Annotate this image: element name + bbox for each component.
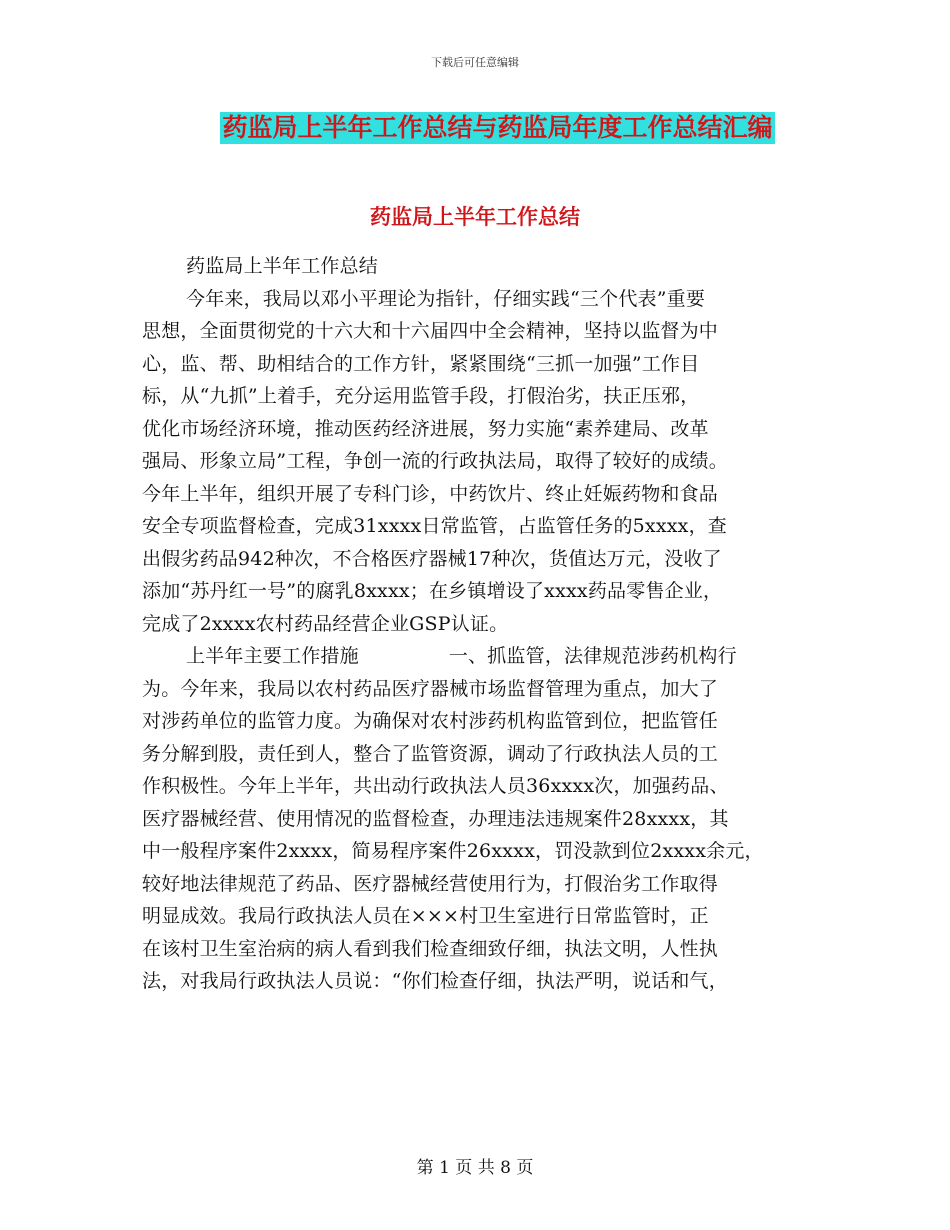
text-line: 中一般程序案件2xxxx，简易程序案件26xxxx，罚没款到位2xxxx余元，: [142, 840, 764, 862]
total-page-number: 8: [500, 1158, 511, 1178]
text-line: 优化市场经济环境，推动医药经济进展，努力实施“素养建局、改革: [142, 417, 709, 440]
text-line: 标，从“九抓”上着手，充分运用监管手段，打假治劣，扶正压邪，: [142, 385, 700, 407]
text-line-measures: [142, 640, 832, 673]
text-line: 对涉药单位的监管力度。为确保对农村涉药机构监管到位，把监管任: [142, 710, 719, 732]
text-line: 法，对我局行政执法人员说：“你们检查仔细，执法严明，说话和气，: [142, 970, 728, 992]
text-line: 思想，全面贯彻党的十六大和十六届四中全会精神，坚持以监督为中: [142, 320, 719, 342]
text-line: 务分解到股，责任到人，整合了监管资源，调动了行政执法人员的工: [142, 742, 719, 765]
text-line: 为。今年来，我局以农村药品医疗器械市场监督管理为重点，加大了: [142, 677, 719, 700]
text-line: 明显成效。我局行政执法人员在×××村卫生室进行日常监管时，正: [142, 905, 709, 927]
text-line: 出假劣药品942种次，不合格医疗器械17种次，货值达万元，没收了: [142, 547, 722, 570]
text-line: 医疗器械经营、使用情况的监督检查，办理违法违规案件28xxxx，其: [142, 807, 729, 830]
text-line: 安全专项监督检查，完成31xxxx日常监管，占监管任务的5xxxx，查: [142, 515, 727, 537]
text-line: 作积极性。今年上半年，共出动行政执法人员36xxxx次，加强药品、: [142, 775, 729, 797]
text-line: 今年上半年，组织开展了专科门诊，中药饮片、终止妊娠药物和食品: [142, 482, 719, 505]
text-line: 强局、形象立局”工程，争创一流的行政执法局，取得了较好的成绩。: [142, 450, 728, 472]
current-page-number: 1: [439, 1158, 450, 1178]
measures-heading: 上半年主要工作措施: [186, 645, 359, 667]
measure-one-heading: 一、抓监管，法律规范涉药机构行: [448, 645, 737, 667]
document-body: [142, 250, 832, 998]
text-line: 添加“苏丹红一号”的腐乳8xxxx；在乡镇增设了xxxx药品零售企业，: [142, 580, 723, 602]
footer-suffix: 页: [516, 1158, 534, 1178]
text-line: 较好地法律规范了药品、医疗器械经营使用行为，打假治劣工作取得: [142, 872, 719, 895]
header-note: 下载后可任意编辑: [431, 56, 519, 69]
main-title-wrap: [0, 112, 950, 144]
main-title: 药监局上半年工作总结与药监局年度工作总结汇编: [222, 113, 773, 142]
footer-prefix: 第: [416, 1158, 434, 1178]
section-title: 药监局上半年工作总结: [370, 205, 580, 229]
text-line: 完成了2xxxx农村药品经营企业GSP认证。: [142, 612, 509, 635]
text-line: 在该村卫生室治病的病人看到我们检查细致仔细，执法文明，人性执: [142, 937, 719, 960]
footer-middle: 页 共: [455, 1158, 495, 1178]
text-line: 心，监、帮、助相结合的工作方针，紧紧围绕“三抓一加强”工作目: [142, 352, 700, 375]
page-footer: [0, 1153, 950, 1178]
text-line: 药监局上半年工作总结: [186, 255, 379, 277]
text-line: 今年来，我局以邓小平理论为指针，仔细实践“三个代表”重要: [186, 287, 706, 310]
